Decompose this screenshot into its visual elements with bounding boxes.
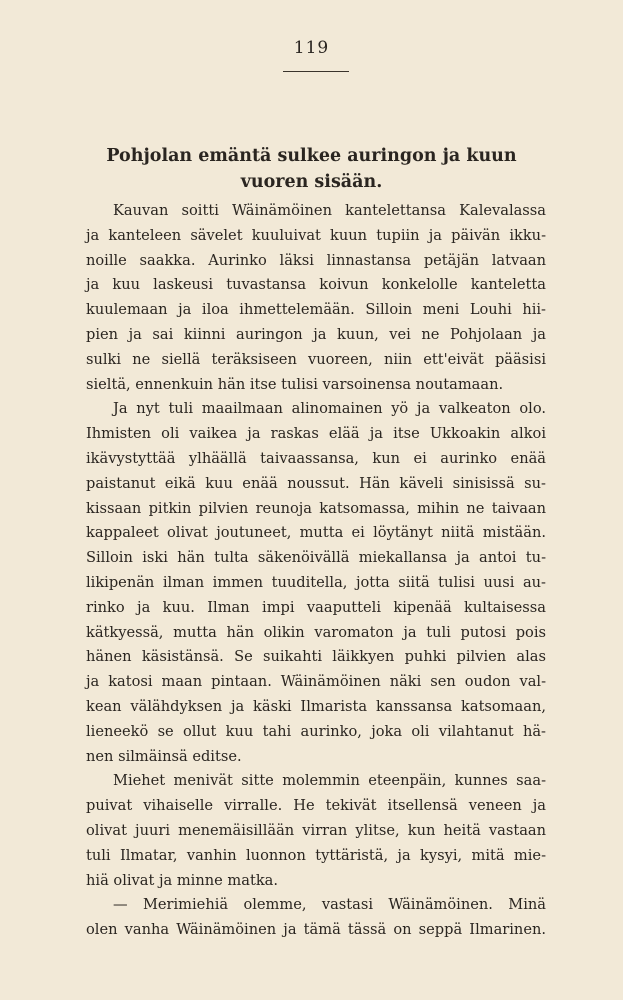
text-line: olivat juuri menemäisillään virran ylitse, kun heitä vastaan [86,821,546,839]
text-line: — Merimiehiä olemme, vastasi Wäinämöinen. Minä [113,896,546,914]
text-line: ja katosi maan pintaan. Wäinämöinen näki sen oudon val- [86,673,546,691]
text-line: kätkyessä, mutta hän olikin varomaton ja tuli putosi pois [86,623,546,641]
text-line: nen silmäinsä editse. [86,747,242,765]
chapter-title-line-2: vuoren sisään. [240,172,383,192]
page-number: 119 [293,38,330,58]
chapter-title-line-1: Pohjolan emäntä sulkee auringon ja kuun [106,146,517,166]
text-line: paistanut eikä kuu enää noussut. Hän käveli sinisissä su- [86,474,546,492]
text-line: Ja nyt tuli maailmaan alinomainen yö ja valkeaton olo. [113,400,546,418]
text-line: Silloin iski hän tulta säkenöivällä miekallansa ja antoi tu- [86,549,546,567]
header-rule [283,71,349,72]
text-line: lieneekö se ollut kuu tahi aurinko, joka oli vilahtanut hä- [86,722,546,740]
text-line: puivat vihaiselle virralle. He tekivät itsellensä veneen ja [86,797,546,815]
text-line: ja kuu laskeusi tuvastansa koivun konkelolle kanteletta [86,276,546,294]
text-line: ikävystyttää ylhäällä taivaassansa, kun ei aurinko enää [86,449,546,467]
text-line: Ihmisten oli vaikea ja raskas elää ja itse Ukkoakin alkoi [86,425,546,443]
text-line: hänen käsistänsä. Se suikahti läikkyen puhki pilvien alas [86,648,546,666]
text-line: sieltä, ennenkuin hän itse tulisi varsoinensa noutamaan. [86,375,504,393]
text-line: pien ja sai kiinni auringon ja kuun, vei ne Pohjolaan ja [86,325,546,343]
text-line: kissaan pitkin pilvien reunoja katsomassa, mihin ne taivaan [86,499,546,517]
text-line: noille saakka. Aurinko läksi linnastansa petäjän latvaan [86,251,546,269]
text-line: ja kanteleen sävelet kuuluivat kuun tupiin ja päivän ikku- [86,226,546,244]
text-line: Kauvan soitti Wäinämöinen kantelettansa Kalevalassa [113,202,546,219]
body-text [86,199,546,943]
text-line: kappaleet olivat joutuneet, mutta ei löytänyt niitä mistään. [86,524,546,542]
chapter-title [60,143,563,195]
text-line: Miehet menivät sitte molemmin eteenpäin, kunnes saa- [113,772,546,790]
text-line: hiä olivat ja minne matka. [86,871,279,889]
text-line: kean välähdyksen ja käski Ilmarista kanssansa katsomaan, [86,697,546,715]
text-line: kuulemaan ja iloa ihmettelemään. Silloin meni Louhi hii- [86,301,546,319]
text-line: sulki ne siellä teräksiseen vuoreen, niin ett'eivät pääsisi [86,350,546,368]
text-line: olen vanha Wäinämöinen ja tämä tässä on seppä Ilmarinen. [86,921,546,939]
text-line: likipenän ilman immen tuuditella, jotta siitä tulisi uusi au- [86,573,546,591]
text-line: tuli Ilmatar, vanhin luonnon tyttäristä, ja kysyi, mitä mie- [86,846,546,864]
text-line: rinko ja kuu. Ilman impi vaaputteli kipenää kultaisessa [86,598,546,616]
